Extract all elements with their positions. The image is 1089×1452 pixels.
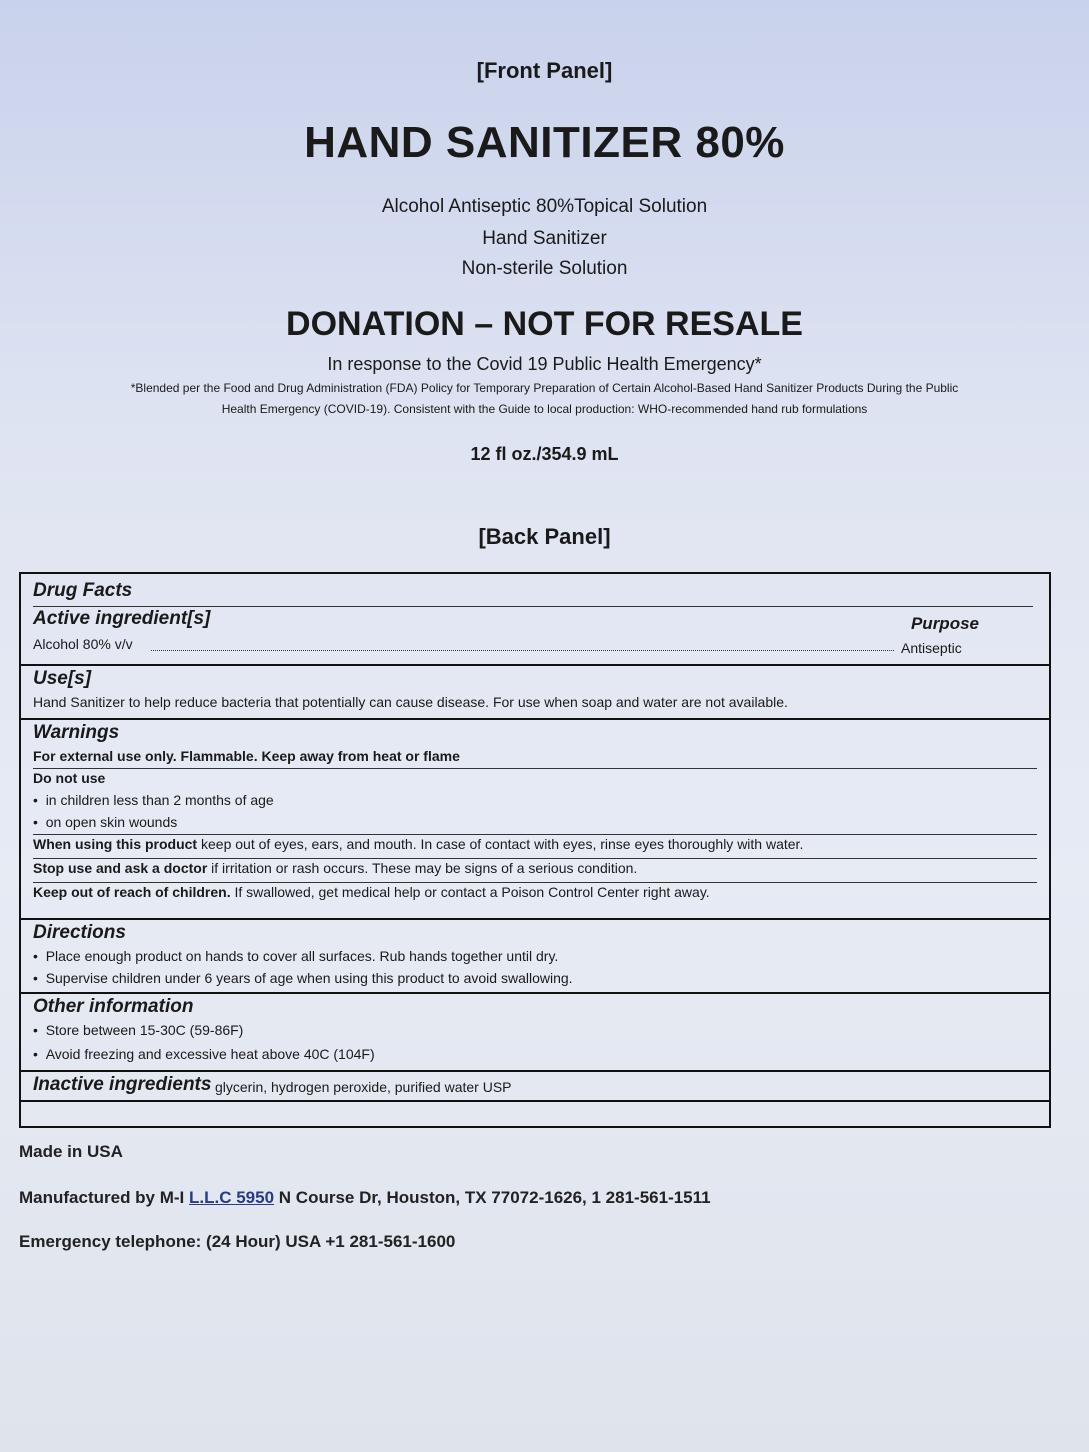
uses-section bbox=[21, 666, 1049, 720]
footnote-line-1: *Blended per the Food and Drug Administration (FDA) Policy for Temporary Preparation of Certain Alcohol-Based Hand Sanitizer Products During the Public bbox=[130, 381, 959, 395]
do-not-use-item-2 bbox=[33, 814, 177, 830]
divider bbox=[33, 768, 1037, 769]
uses-text: Hand Sanitizer to help reduce bacteria that potentially can cause disease. For use when soap and water are not available. bbox=[33, 694, 788, 710]
product-title: HAND SANITIZER 80% bbox=[304, 118, 785, 167]
inactive-ingredients-text: glycerin, hydrogen peroxide, purified water USP bbox=[215, 1079, 512, 1095]
do-not-use-item-2-text: on open skin wounds bbox=[45, 814, 178, 830]
directions-item-1 bbox=[33, 948, 558, 964]
directions-heading: Directions bbox=[33, 922, 126, 943]
dot-leader bbox=[151, 636, 894, 651]
do-not-use-item-1-text: in children less than 2 months of age bbox=[45, 792, 274, 808]
manufacturer-prefix: Manufactured by M-I bbox=[19, 1188, 190, 1207]
stop-use-text: if irritation or rash occurs. These may be signs of a serious condition. bbox=[207, 860, 638, 876]
purpose-value: Antiseptic bbox=[901, 640, 962, 656]
warnings-external: For external use only. Flammable. Keep away from heat or flame bbox=[33, 748, 460, 764]
other-item-2 bbox=[33, 1046, 375, 1062]
product-subtitle-2: Hand Sanitizer bbox=[482, 228, 607, 249]
drug-facts-title: Drug Facts bbox=[33, 580, 133, 601]
directions-item-2 bbox=[33, 970, 573, 986]
when-using-label: When using this product bbox=[33, 836, 198, 852]
other-item-2-text: Avoid freezing and excessive heat above 40C (104F) bbox=[45, 1046, 375, 1062]
keep-out-text: If swallowed, get medical help or contact a Poison Control Center right away. bbox=[230, 884, 710, 900]
divider bbox=[33, 882, 1037, 883]
other-item-1 bbox=[33, 1022, 243, 1038]
active-ingredient-heading: Active ingredient[s] bbox=[33, 608, 211, 629]
directions-item-2-text: Supervise children under 6 years of age when using this product to avoid swallowing. bbox=[45, 970, 573, 986]
back-panel-label: [Back Panel] bbox=[478, 524, 611, 549]
directions-item-1-text: Place enough product on hands to cover all surfaces. Rub hands together until dry. bbox=[45, 948, 559, 964]
active-ingredient-value: Alcohol 80% v/v bbox=[33, 636, 133, 652]
manufacturer-link[interactable]: L.L.C 5950 bbox=[189, 1188, 275, 1207]
bullet-icon: • bbox=[33, 970, 38, 986]
when-using-text: keep out of eyes, ears, and mouth. In case of contact with eyes, rinse eyes thoroughly with water. bbox=[197, 836, 804, 852]
when-using-line bbox=[33, 836, 803, 852]
do-not-use-heading: Do not use bbox=[33, 770, 106, 786]
other-information-section bbox=[21, 994, 1049, 1072]
response-line: In response to the Covid 19 Public Health Emergency* bbox=[327, 354, 762, 374]
manufacturer-address: N Course Dr, Houston, TX 77072-1626, 1 281-561-1511 bbox=[274, 1188, 711, 1207]
inactive-ingredients-section bbox=[21, 1072, 1049, 1102]
product-subtitle-3: Non-sterile Solution bbox=[461, 258, 628, 279]
directions-section bbox=[21, 920, 1049, 994]
purpose-heading: Purpose bbox=[910, 614, 979, 633]
uses-heading: Use[s] bbox=[33, 668, 92, 689]
bullet-icon: • bbox=[33, 1046, 38, 1062]
product-subtitle-1: Alcohol Antiseptic 80%Topical Solution bbox=[381, 196, 708, 217]
stop-use-line bbox=[33, 860, 637, 876]
made-in-label: Made in USA bbox=[19, 1142, 123, 1161]
footnote-line-2: Health Emergency (COVID-19). Consistent with the Guide to local production: WHO-recommended hand rub formulations bbox=[221, 402, 868, 416]
divider bbox=[33, 606, 1033, 607]
keep-out-line bbox=[33, 884, 710, 900]
keep-out-label: Keep out of reach of children. bbox=[33, 884, 231, 900]
bullet-icon: • bbox=[33, 948, 38, 964]
warnings-section bbox=[21, 720, 1049, 920]
bullet-icon: • bbox=[33, 792, 38, 808]
active-ingredient-section bbox=[21, 574, 1049, 666]
drug-facts-table bbox=[19, 572, 1051, 1128]
bullet-icon: • bbox=[33, 814, 38, 830]
bullet-icon: • bbox=[33, 1022, 38, 1038]
inactive-ingredients-heading: Inactive ingredients bbox=[33, 1074, 212, 1095]
divider bbox=[33, 834, 1037, 835]
warnings-heading: Warnings bbox=[33, 722, 120, 743]
donation-notice: DONATION – NOT FOR RESALE bbox=[286, 305, 803, 343]
manufacturer-line bbox=[19, 1188, 711, 1208]
divider bbox=[33, 858, 1037, 859]
other-item-1-text: Store between 15-30C (59-86F) bbox=[45, 1022, 244, 1038]
do-not-use-item-1 bbox=[33, 792, 274, 808]
other-information-heading: Other information bbox=[33, 996, 194, 1017]
stop-use-label: Stop use and ask a doctor bbox=[33, 860, 208, 876]
volume-label: 12 fl oz./354.9 mL bbox=[470, 444, 619, 464]
front-panel-label: [Front Panel] bbox=[476, 58, 613, 83]
emergency-telephone: Emergency telephone: (24 Hour) USA +1 281-561-1600 bbox=[19, 1232, 456, 1251]
